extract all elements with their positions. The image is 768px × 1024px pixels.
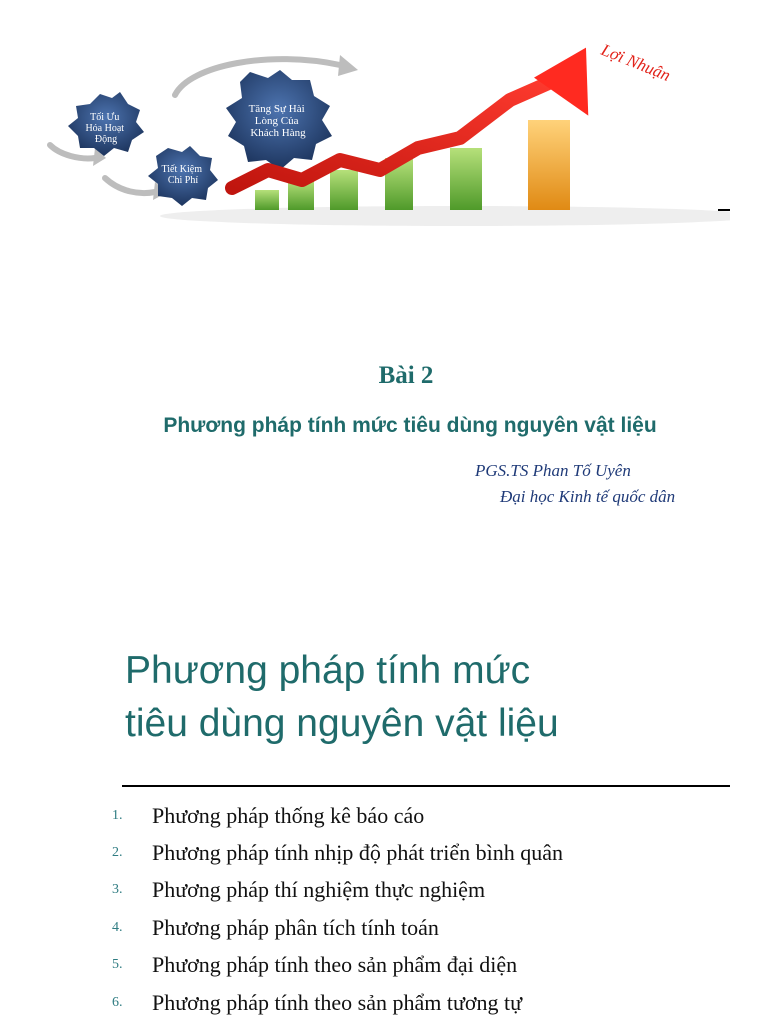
gear-label-line: Khách Hàng [250,127,306,139]
heading-divider [122,785,730,787]
bar [450,148,482,210]
bar [528,120,570,210]
profit-label: Lợi Nhuận [598,40,674,85]
list-item [112,834,752,871]
floor-shadow [160,206,730,226]
list-text: Phương pháp thống kê báo cáo [152,802,425,828]
banner-divider [718,209,730,211]
list-text: Phương pháp tính theo sản phẩm đại diện [152,952,518,978]
lesson-number: Bài 2 [378,362,434,389]
bar [330,170,358,210]
gear-label-line: Lòng Của [254,115,299,127]
list-text: Phương pháp phân tích tính toán [152,914,439,940]
author-affiliation: Đại học Kinh tế quốc dân [500,487,676,506]
gear-label-line: Tối Ưu [90,112,120,123]
gear-label-line: Động [94,134,118,145]
section-heading [125,644,725,750]
list-text: Phương pháp thí nghiệm thực nghiệm [152,877,486,903]
gear-label-line: Tiết Kiệm [161,164,202,175]
list-number: 4. [112,919,123,935]
list-item [112,797,752,834]
list-number: 3. [112,882,123,898]
list-number: 5. [112,957,123,973]
section-heading-line: tiêu dùng nguyên vật liệu [125,702,559,745]
list-item [112,947,752,984]
list-item [112,984,752,1021]
section-heading-line: Phương pháp tính mức [125,649,531,692]
list-number: 6. [112,994,123,1010]
list-number: 1. [112,807,123,823]
list-number: 2. [112,845,123,861]
lesson-title: Phương pháp tính mức tiêu dùng nguyên vật liệu [163,414,657,437]
gear-label-line: Chi Phí [167,175,199,186]
author-name: PGS.TS Phan Tố Uyên [475,461,631,480]
list-text: Phương pháp tính nhịp độ phát triển bình quân [152,840,563,866]
list-item [112,909,752,946]
methods-list [112,797,752,1021]
header-illustration [40,20,730,230]
gear-label-line: Hóa Hoạt [85,123,125,134]
list-item [112,872,752,909]
list-text: Phương pháp tính theo sản phẩm tương tự [152,989,523,1015]
bar [255,190,279,210]
gear-optimize [68,92,144,156]
cycle-arrowhead [338,55,358,76]
svg-text:Tiết Kiệm Chi Phí [162,164,205,186]
gear-label-line: Tăng Sự Hài [248,103,305,115]
gear-satisfaction [226,70,332,170]
svg-text:Tăng Sự Hài Lòng Của [249,103,308,139]
